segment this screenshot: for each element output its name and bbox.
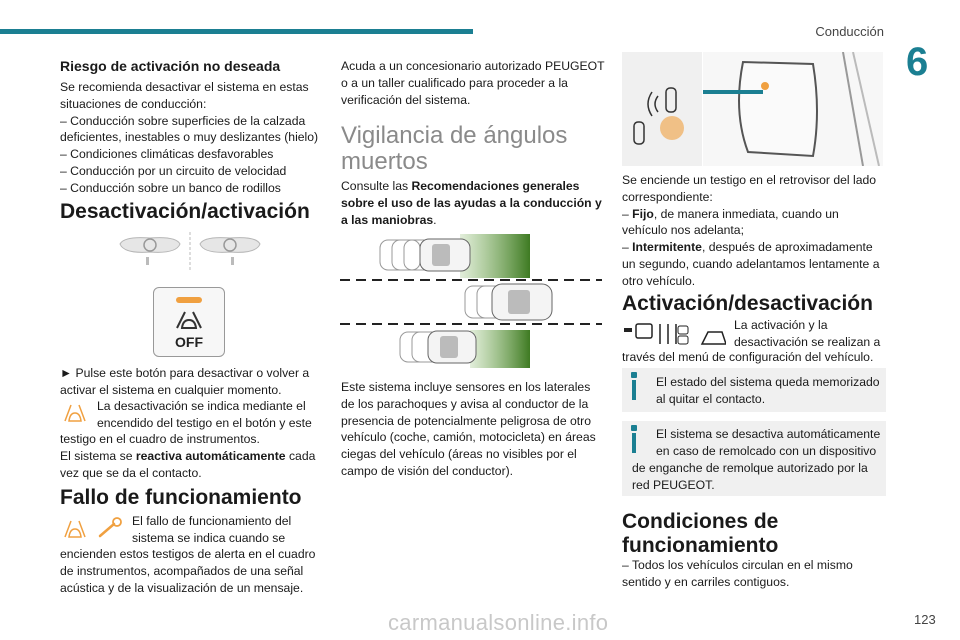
deactivation-heading: Desactivación/activación — [60, 200, 310, 223]
off-label: OFF — [175, 334, 203, 350]
press-text: ► Pulse este botón para desactivar o volver a activar el sistema en cualquier momento. — [60, 366, 310, 397]
watermark: carmanualsonline.info — [388, 610, 609, 635]
section-title: Conducción — [815, 24, 884, 39]
info-icon — [631, 425, 637, 431]
bsm-off-button[interactable] — [153, 287, 225, 357]
blind-spot-warning-icon — [62, 516, 88, 540]
deact-more-text: testigo en el cuadro de instrumentos. El sistema se reactiva automáticamente cada vez que se da el contacto. — [60, 432, 316, 480]
blind-spot-warning-icon — [62, 400, 88, 424]
wrench-service-icon — [96, 516, 124, 540]
conditions-text: – Todos los vehículos circulan en el mismo sentido y en carriles contiguos. — [622, 558, 853, 589]
bsm-heading: Vigilancia de ángulos muertos — [341, 122, 568, 175]
activation-heading: Activación/desactivación — [622, 292, 873, 315]
blind-spot-road-illustration — [340, 234, 602, 368]
info-icon — [631, 372, 637, 378]
mirror-text: Se enciende un testigo en el retrovisor del lado correspondiente: – Fijo, de manera inmediata, cuando un vehículo nos adelanta; – Intermitente, después de aproximadamente un segundo, cuando adelantamos lentamente a otro vehículo. — [622, 173, 880, 288]
activation-text: través del menú de configuración del vehículo. — [622, 350, 874, 364]
side-mirror-illustration — [703, 52, 883, 166]
risk-heading: Riesgo de activación no deseada — [60, 58, 281, 74]
fail-text: encienden estos testigos de alerta en el cuadro de instrumentos, acompañados de una señal acústica y de la visualización de un mensaje. — [60, 547, 316, 595]
info-box-memory: El estado del sistema queda memorizado al quitar el contacto. — [622, 368, 886, 412]
consult-text: Consulte las Recomendaciones generales sobre el uso de las ayudas a la conducción y a las maniobras. — [341, 179, 602, 227]
deact-icon-text: La desactivación se indica mediante el encendido del testigo en el botón y este — [97, 399, 312, 430]
mirror-indicator-illustration — [622, 52, 702, 166]
fail-icon-text: El fallo de funcionamiento del sistema se indica cuando se — [132, 514, 292, 545]
header-bar — [0, 29, 473, 34]
dealer-text: Acuda a un concesionario autorizado PEUGEOT o a un taller cualificado para proceder a la verificación del sistema. — [341, 59, 605, 107]
description-text: Este sistema incluye sensores en los laterales de los parachoques y avisa al conductor de la presencia de potencialmente peligrosa de otro vehículo (coche, camión, motocicleta) en áreas ciegas del vehículo (áreas no visibles por el campo de visión del conductor). — [341, 380, 596, 478]
mirror-warning-illustration — [110, 230, 270, 272]
page-number: 123 — [914, 612, 936, 627]
malfunction-heading: Fallo de funcionamiento — [60, 486, 302, 509]
chapter-number: 6 — [906, 40, 929, 84]
info-box-towing: El sistema se desactiva automáticamente en caso de remolcado con un dispositivo de enganche de remolque autorizado por la red PEUGEOT. — [622, 421, 886, 496]
car-blind-spot-icon — [173, 308, 205, 332]
conditions-heading: Condiciones de funcionamiento — [622, 510, 779, 557]
settings-menu-icons — [622, 320, 726, 348]
activation-icon-text: La activación y la desactivación se realizan a — [734, 318, 881, 349]
button-warning-light — [176, 297, 202, 303]
risk-text: Se recomienda desactivar el sistema en estas situaciones de conducción: – Conducción sobre superficies de la calzada deficientes, inestables o muy deslizantes (hielo) – Condiciones climáticas desfavorables – Conducción por un circuito de velocidad – Conducción sobre un banco de rodillos — [60, 80, 319, 195]
